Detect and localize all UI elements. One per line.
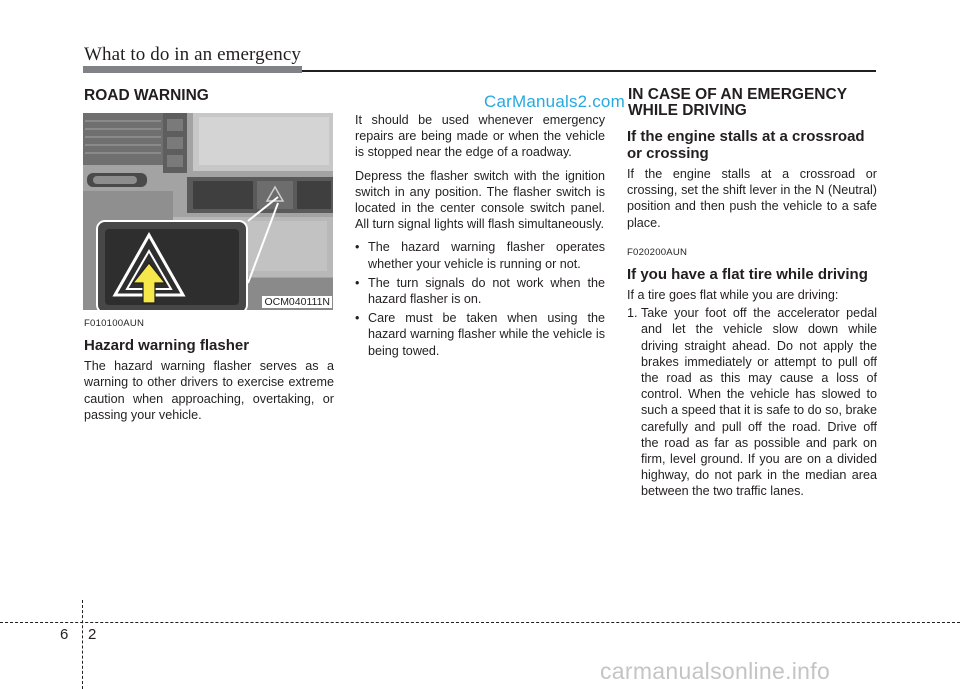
section-code: F010100AUN [84,318,145,329]
paragraph-hazard-intro: The hazard warning flasher serves as a warning to other drivers to exercise extreme caution when approaching, overtaking, or passing your vehicle. [84,359,334,422]
paragraph-flat-tire-intro: If a tire goes flat while you are driving: [627,288,839,303]
right-column [627,128,877,500]
step-text: Take your foot off the accelerator pedal and let the vehicle slow down while driving straight ahead. Do not apply the brakes immediately or attempt to pull off the road as this may cause a loss of control. When the vehicle has slowed to such a speed that it is safe to do so, brake carefully and pull off the road. Drive off the road as far as possible and park on firm, level ground. If you are on a divided highway, do not park in the median area between the two traffic lanes. [641,306,877,499]
middle-column [355,112,605,362]
step-number: 1. [627,306,638,321]
section-heading-emergency-line1: IN CASE OF AN EMERGENCY [628,86,848,103]
paragraph-engine-stalls: If the engine stalls at a crossroad or crossing, set the shift lever in the N (Neutral) position and then push the vehicle to a safe place. [627,167,877,230]
dashboard-illustration [83,113,333,310]
section-heading-emergency-line2: WHILE DRIVING [628,102,747,119]
paragraph-operation: Depress the flasher switch with the ignition switch in any position. The flasher switch is located in the center console switch panel. All turn signal lights will flash simultaneously. [355,168,605,232]
header-rule [302,70,876,72]
page-number: 2 [88,626,97,643]
section-heading-road-warning: ROAD WARNING [84,87,209,104]
left-column [84,316,334,430]
numbered-step [627,305,877,499]
subheading-flat-tire: If you have a flat tire while driving [627,266,868,284]
subheading-engine-stalls-line1: If the engine stalls at a crossroad [627,128,865,145]
header-rule-accent [83,66,302,73]
section-code-flat-tire: F020200AUN [627,246,688,258]
list-item: • The turn signals do not work when the hazard flasher is on. [355,275,605,307]
watermark-carmanualsonline: carmanualsonline.info [600,658,831,684]
chapter-number: 6 [60,626,69,643]
page-header-title: What to do in an emergency [84,44,301,65]
figure-label: OCM040111N [264,296,330,308]
subheading-hazard-warning-flasher: Hazard warning flasher [84,337,250,355]
subheading-engine-stalls-line2: or crossing [627,145,709,162]
hazard-switch-figure [83,113,333,310]
watermark-carmanuals2: CarManuals2.com [484,92,625,111]
bullet-list [355,239,605,358]
footer-dashed-rule [0,622,960,623]
paragraph-usage: It should be used whenever emergency repairs are being made or when the vehicle is stopped near the edge of a roadway. [355,113,605,160]
footer-dashed-divider [82,600,83,689]
list-item: • The hazard warning flasher operates whether your vehicle is running or not. [355,239,605,271]
list-item: • Care must be taken when using the hazard warning flasher while the vehicle is being towed. [355,310,605,359]
